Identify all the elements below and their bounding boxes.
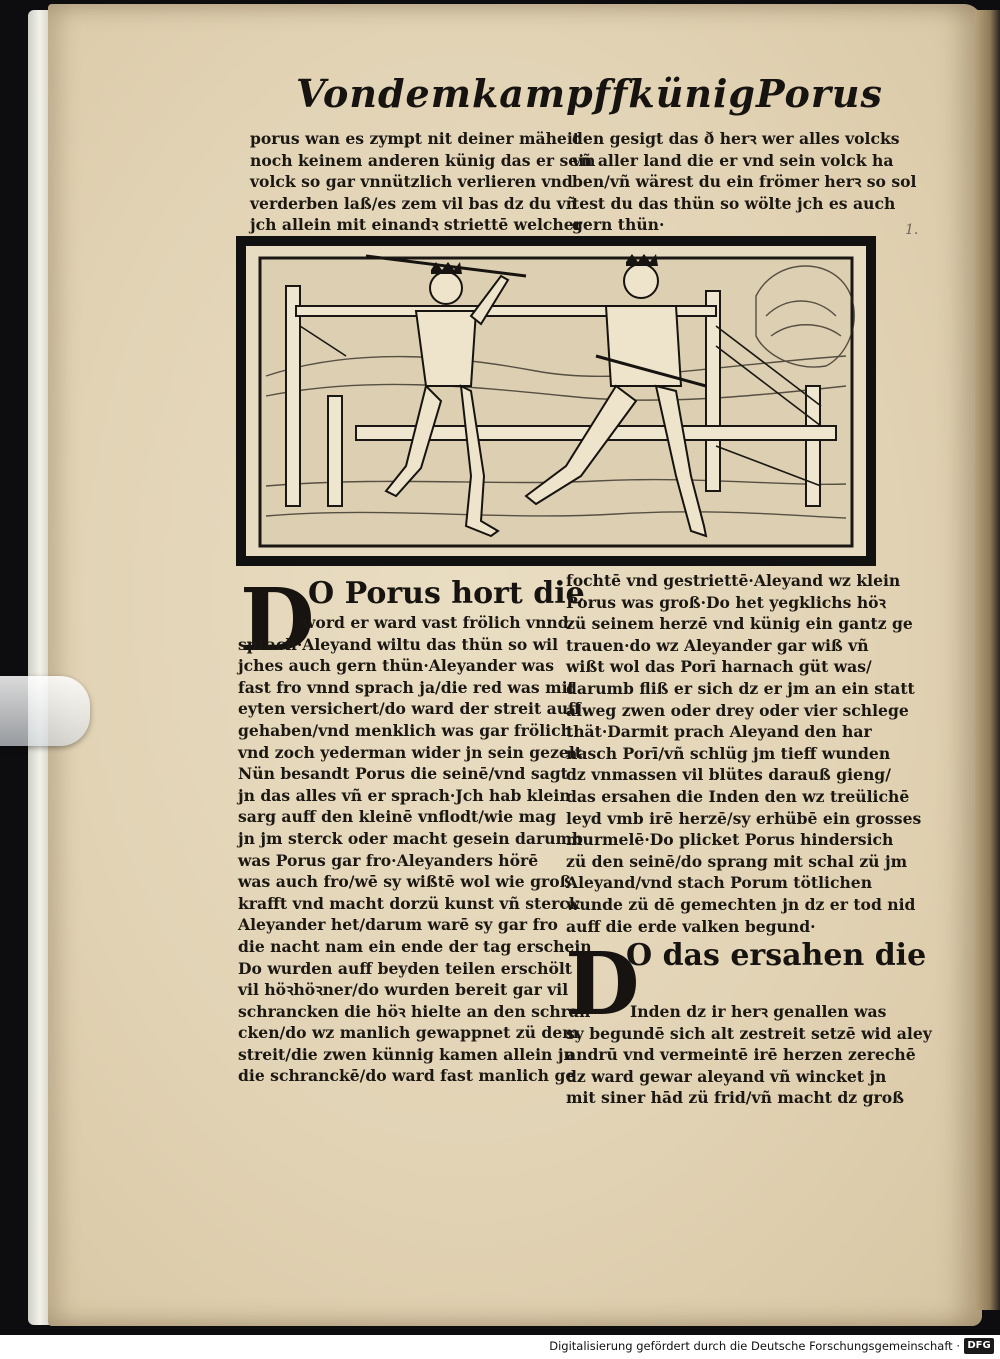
text-line: streit/die zwen künnig kamen allein jn: [238, 1044, 575, 1064]
text-line: word er ward vast frölich vnnd: [302, 613, 569, 632]
running-head-word: Von: [296, 70, 378, 116]
text-line: sy begundē sich alt zestreit setzē wid aley: [566, 1023, 932, 1043]
bottom-left-column: [238, 612, 592, 1087]
text-line: cken/do wz manlich gewappnet zü dem: [238, 1023, 579, 1043]
text-line: ben/vñ wärest du ein frömer herꝛ so sol: [572, 172, 917, 192]
text-line: nasch Porī/vñ schlüg jm tieff wunden: [566, 743, 891, 763]
text-line: verderben laß/es zem vil bas dz du vñ: [250, 193, 578, 213]
text-line: thät·Darmit prach Aleyand den har: [566, 722, 872, 742]
book-edge-right: [975, 10, 1000, 1310]
drop-cap: D: [565, 934, 640, 1035]
text-line: gern thün·: [572, 215, 665, 235]
text-line: sarg auff den kleinē vnflodt/wie mag: [238, 807, 557, 827]
text-line: die nacht nam ein ende der tag erschein: [238, 936, 592, 956]
text-line: gehaben/vnd menklich was gar frölich: [238, 720, 572, 740]
plastic-clamp: [0, 676, 90, 746]
text-line: leyd vmb irē herzē/sy erhübē ein grosses: [566, 808, 922, 828]
text-line: wunde zü dē gemechten jn dz er tod nid: [566, 894, 916, 914]
text-line: zü seinem herzē vnd künig ein gantz ge: [566, 614, 913, 634]
text-line: Porus was groß·Do het yegklichs höꝛ: [566, 592, 886, 612]
text-line: schrancken die höꝛ hielte an den schran: [238, 1001, 591, 1021]
section-incipit: O das ersahen die: [626, 938, 927, 973]
text-line: wißt wol das Porī harnach güt was/: [566, 657, 872, 677]
woodcut-duel-image: [236, 236, 876, 566]
text-line: andrū vnd vermeintē irē herzen zerechē: [566, 1045, 916, 1065]
text-line: porus wan es zympt nit deiner mäheit: [250, 129, 580, 148]
text-line: Aleyand/vnd stach Porum tötlichen: [566, 873, 873, 893]
section-incipit: O Porus hort die: [308, 576, 585, 611]
text-line: krafft vnd macht dorzü kunst vñ sterck: [238, 893, 580, 913]
running-head-word: kampff: [471, 70, 629, 116]
running-head-word: Porus: [755, 70, 883, 116]
text-line: vil höꝛhöꝛner/do wurden bereit gar vil: [238, 980, 569, 1000]
text-line: noch keinem anderen künig das er sein: [250, 150, 596, 170]
text-line: jn das alles vñ er sprach·Jch hab klein: [238, 785, 571, 805]
woodcut-illustration: [236, 236, 876, 566]
text-line: volck so gar vnnützlich verlieren vnd: [250, 172, 573, 192]
digitization-footer: [0, 1335, 1000, 1359]
text-line: vñ aller land die er vnd sein volck ha: [572, 150, 894, 170]
text-line: fast fro vnnd sprach ja/die red was mit: [238, 677, 575, 697]
text-line: murmelē·Do plicket Porus hindersich: [566, 830, 894, 850]
text-line: jch allein mit einandꝛ striettē welcher: [250, 215, 582, 235]
text-line: das ersahen die Inden den wz treülichē: [566, 786, 910, 806]
pencil-mark: 1.: [905, 222, 919, 238]
text-line: test du das thün so wölte jch es auch: [572, 193, 896, 213]
text-line: was auch fro/wē sy wißtē wol wie groß: [238, 872, 572, 892]
top-left-column: [250, 128, 596, 236]
text-line: die schranckē/do ward fast manlich ge: [238, 1066, 576, 1086]
text-line: zü den seinē/do sprang mit schal zü jm: [566, 851, 908, 871]
text-line: fochtē vnd gestriettē·Aleyand wz klein: [566, 571, 901, 590]
top-right-column: [572, 128, 917, 236]
text-line: Nün besandt Porus die seinē/vnd sagt: [238, 764, 568, 784]
text-line: den gesigt das ð herꝛ wer alles volcks: [572, 129, 900, 148]
text-line: sprach·Aleyand wiltu das thün so wil: [238, 634, 559, 654]
text-line: mit siner hād zü frid/vñ macht dz groß: [566, 1088, 904, 1108]
text-line: jches auch gern thün·Aleyander was: [238, 656, 554, 676]
text-line: darumb fliß er sich dz er jm an ein statt: [566, 678, 915, 698]
text-line: alweg zwen oder drey oder vier schlege: [566, 700, 909, 720]
running-head-word: künig: [628, 70, 756, 116]
text-line: was Porus gar fro·Aleyanders hörē: [238, 850, 539, 870]
text-line: dz vnmassen vil blütes darauß gieng/: [566, 765, 891, 785]
text-line: eyten versichert/do ward der streit auff: [238, 699, 581, 719]
running-head-word: dem: [377, 70, 472, 116]
text-line: auff die erde valken begund·: [566, 916, 816, 936]
text-line: vnd zoch yederman wider jn sein gezelt·: [238, 742, 588, 762]
drop-cap: D: [240, 570, 315, 671]
text-line: Inden dz ir herꝛ genallen was: [630, 1002, 887, 1022]
text-line: dz ward gewar aleyand vñ wincket jn: [566, 1066, 887, 1086]
footer-credit: Digitalisierung gefördert durch die Deutsche Forschungsgemeinschaft ·: [549, 1339, 960, 1353]
text-line: trauen·do wz Aleyander gar wiß vñ: [566, 635, 869, 655]
text-line: Do wurden auff beyden teilen erschölt: [238, 958, 573, 978]
text-line: Aleyander het/darum warē sy gar fro: [238, 915, 558, 935]
running-head: [296, 68, 883, 118]
text-line: jn jm sterck oder macht gesein darumb: [238, 828, 583, 848]
dfg-logo: DFG: [964, 1338, 994, 1354]
